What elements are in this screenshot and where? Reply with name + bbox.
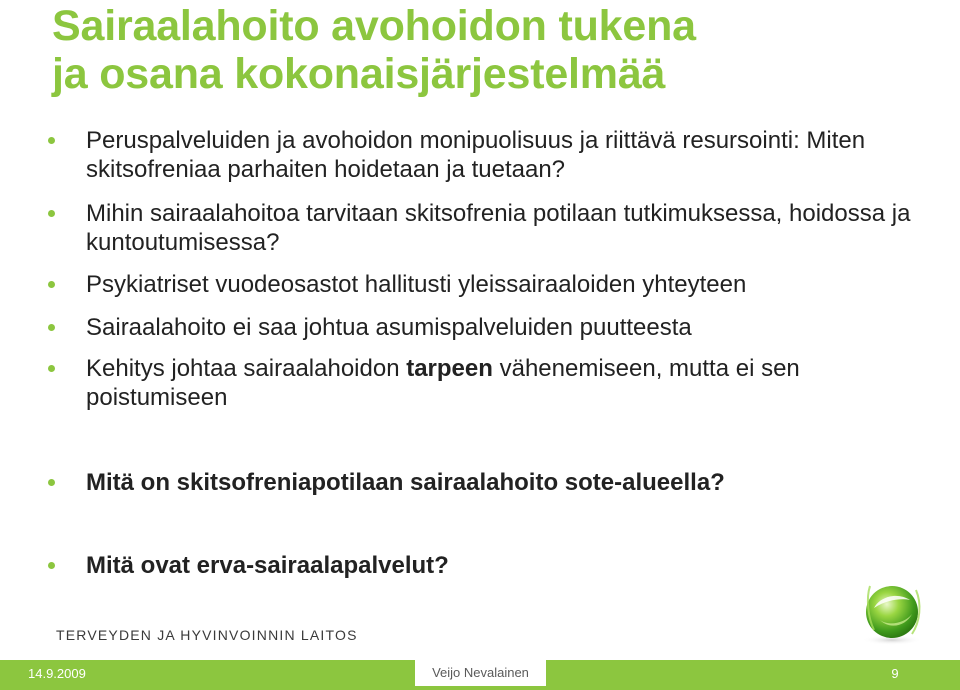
title-line-2: ja osana kokonaisjärjestelmää [52,50,666,98]
bullet-dot-icon [48,562,55,569]
bullet-item [86,199,936,257]
bullet-dot-icon [48,324,55,331]
bullet-dot-icon [48,479,55,486]
bullet-dot-icon [48,210,55,217]
bullet-text: Peruspalveluiden ja avohoidon monipuolisuus ja riittävä resursointi: Miten skitsofreniaa parhaiten hoidetaan ja tuetaan? [86,127,866,183]
footer-author: Veijo Nevalainen [415,660,546,686]
bullet-dot-icon [48,281,55,288]
organization-name: TERVEYDEN JA HYVINVOINNIN LAITOS [56,627,358,643]
bullet-text-part: vähenemiseen, mutta ei sen poistumiseen [86,355,800,411]
bullet-item [86,126,936,184]
footer-date: 14.9.2009 [28,666,86,681]
bullet-text: Mitä ovat erva-sairaalapalvelut? [86,552,449,579]
green-orb-logo-icon [850,578,932,648]
bullet-item [86,270,936,299]
bullet-text: Mitä on skitsofreniapotilaan sairaalahoito sote-alueella? [86,469,725,496]
page-number: 9 [891,666,899,681]
bullet-text: Psykiatriset vuodeosastot hallitusti yleissairaaloiden yhteyteen [86,271,747,298]
bullet-text [86,355,800,411]
bullet-text-emphasis: tarpeen [406,355,493,382]
title-line-1: Sairaalahoito avohoidon tukena [52,2,696,50]
bullet-text: Mihin sairaalahoitoa tarvitaan skitsofrenia potilaan tutkimuksessa, hoidossa ja kuntoutumisessa? [86,200,911,256]
bullet-text: Sairaalahoito ei saa johtua asumispalveluiden puutteesta [86,314,692,341]
bullet-dot-icon [48,365,55,372]
bullet-item [86,313,936,342]
bullet-item [86,354,936,412]
bullet-dot-icon [48,137,55,144]
bullet-item-question [86,551,936,580]
bullet-item-question [86,468,936,497]
bullet-text-part: Kehitys johtaa sairaalahoidon [86,355,407,382]
slide-title [52,2,932,98]
